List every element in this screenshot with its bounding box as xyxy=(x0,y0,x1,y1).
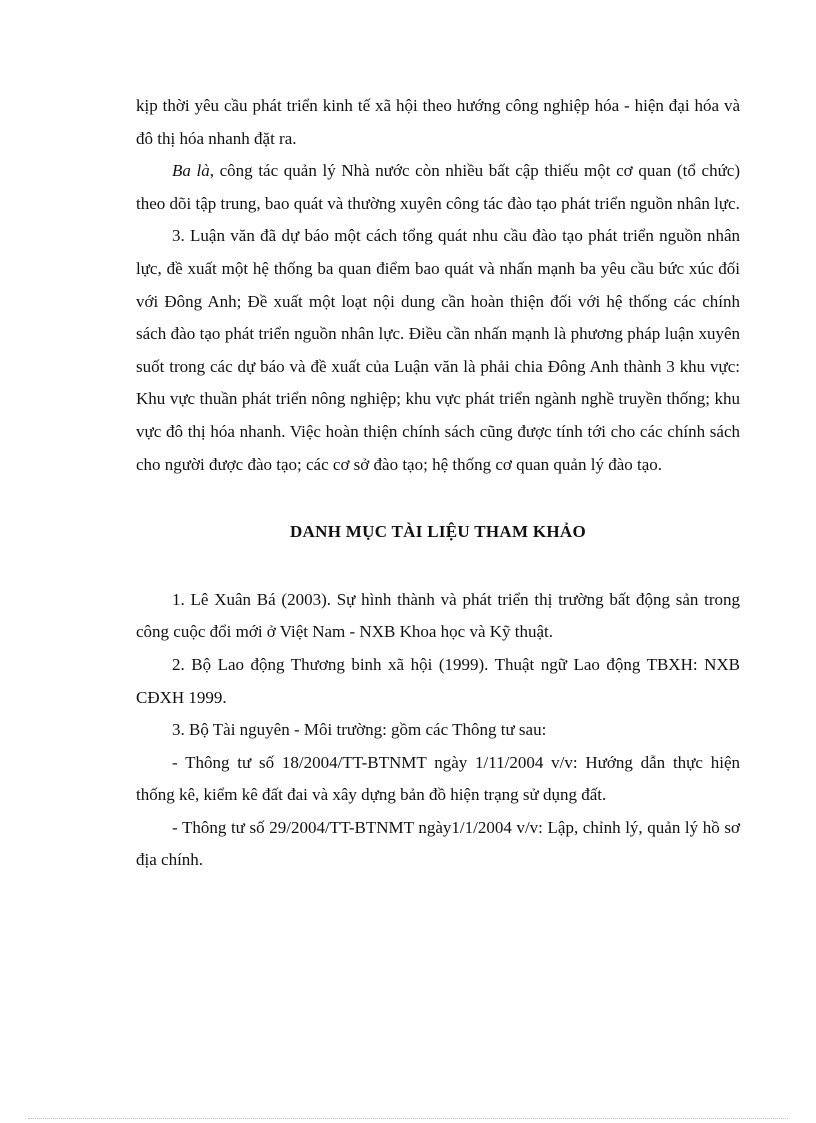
reference-subitem-circular-29: - Thông tư số 29/2004/TT-BTNMT ngày1/1/2004 v/v: Lập, chỉnh lý, quản lý hồ sơ địa chính. xyxy=(136,817,740,870)
reference-item-3: 3. Bộ Tài nguyên - Môi trường: gồm các Thông tư sau: xyxy=(172,720,547,740)
ba-la-text: , công tác quản lý Nhà nước còn nhiều bất cập thiếu một cơ quan (tổ chức) theo dõi tập trung, bao quát và thường xuyên công tác đào tạo phát triển nguồn nhân lực. xyxy=(136,161,740,213)
document-page xyxy=(136,90,740,877)
page-bottom-divider xyxy=(28,1118,788,1119)
body-paragraph-3: 3. Luận văn đã dự báo một cách tổng quát nhu cầu đào tạo phát triển nguồn nhân lực, đề xuất một hệ thống ba quan điểm bao quát và nhấn mạnh ba yêu cầu bức xúc đối với Đông Anh; Đề xuất một loạt nội dung cần hoàn thiện đối với hệ thống các chính sách đào tạo phát triển nguồn nhân lực. Điều cần nhấn mạnh là phương pháp luận xuyên suốt trong các dự báo và đề xuất của Luận văn là phải chia Đông Anh thành 3 khu vực: Khu vực thuần phát triển nông nghiệp; khu vực phát triển ngành nghề truyền thống; khu vực đô thị hóa nhanh. Việc hoàn thiện chính sách cũng được tính tới cho các chính sách cho người được đào tạo; các cơ sở đào tạo; hệ thống cơ quan quản lý đào tạo. xyxy=(136,226,740,474)
reference-item-1: 1. Lê Xuân Bá (2003). Sự hình thành và phát triển thị trường bất động sản trong công cuộc đổi mới ở Việt Nam - NXB Khoa học và Kỹ thuật. xyxy=(136,589,740,642)
body-paragraph-ba-la xyxy=(136,155,740,220)
reference-item-2: 2. Bộ Lao động Thương binh xã hội (1999). Thuật ngữ Lao động TBXH: NXB CĐXH 1999. xyxy=(136,654,740,707)
ba-la-italic: Ba là xyxy=(172,161,210,181)
references-heading: DANH MỤC TÀI LIỆU THAM KHẢO xyxy=(289,522,587,542)
body-paragraph-continuation: kịp thời yêu cầu phát triển kinh tế xã hội theo hướng công nghiệp hóa - hiện đại hóa và đô thị hóa nhanh đặt ra. xyxy=(136,96,740,148)
reference-subitem-circular-18: - Thông tư số 18/2004/TT-BTNMT ngày 1/11/2004 v/v: Hướng dẫn thực hiện thống kê, kiểm kê đất đai và xây dựng bản đồ hiện trạng sử dụng đất. xyxy=(136,752,740,805)
